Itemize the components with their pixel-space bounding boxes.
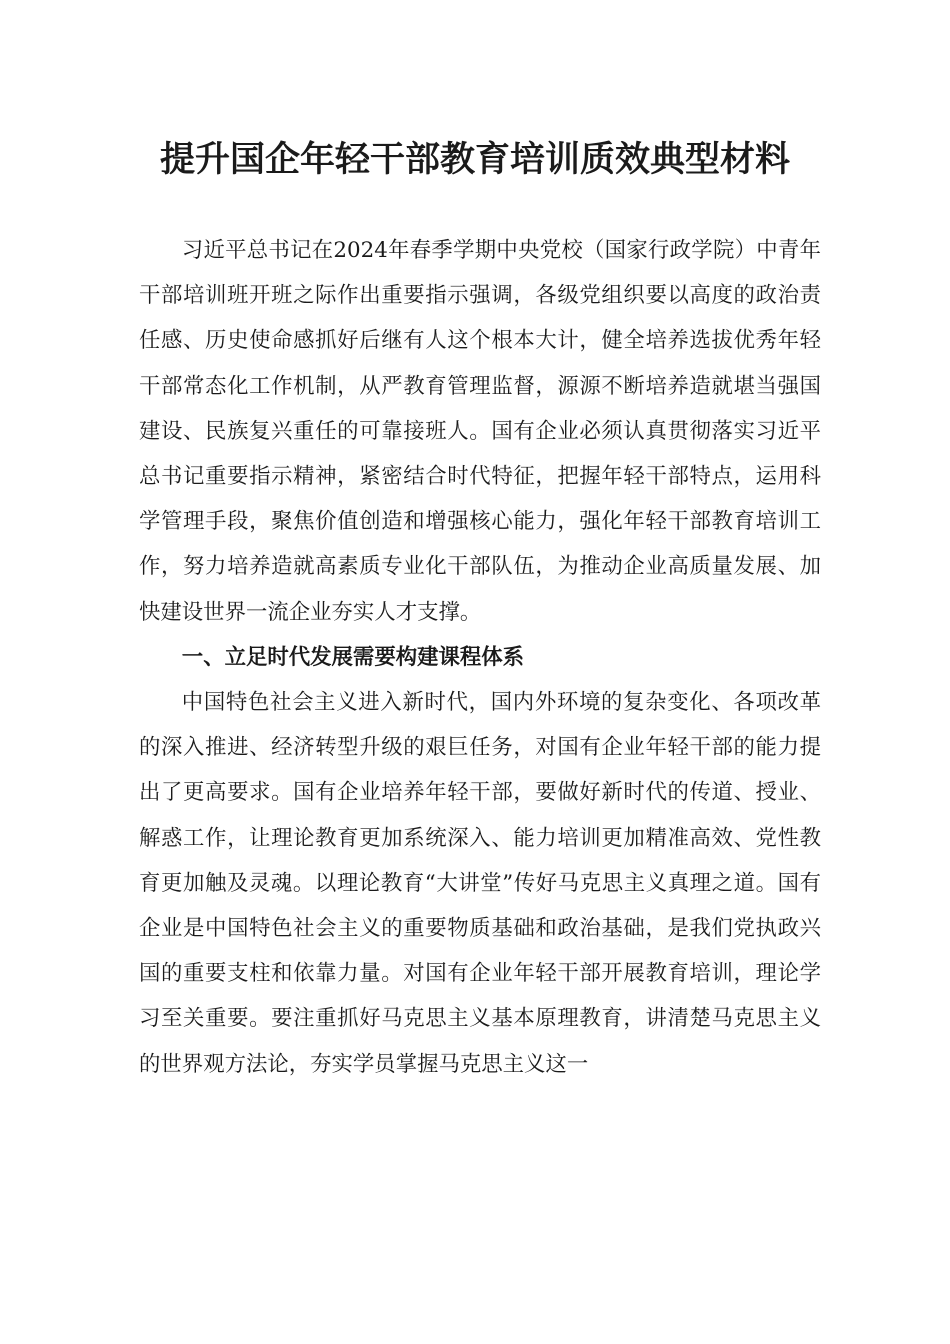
section-heading-1: 一、立足时代发展需要构建课程体系 [181,644,525,670]
document-title: 提升国企年轻干部教育培训质效典型材料 [159,139,790,180]
section-1-paragraph: 中国特色社会主义进入新时代，国内外环境的复杂变化、各项改革的深入推进、经济转型升级的艰巨任务，对国有企业年轻干部的能力提出了更高要求。国有企业培养年轻干部，要做好新时代的传道、授业、解惑工作，让理论教育更加系统深入、能力培训更加精准高效、党性教育更加触及灵魂。以理论教育“大讲堂”传好马克思主义真理之道。国有企业是中国特色社会主义的重要物质基础和政治基础，是我们党执政兴国的重要支柱和依靠力量。对国有企业年轻干部开展教育培训，理论学习至关重要。要注重抓好马克思主义基本原理教育，讲清楚马克思主义的世界观方法论，夯实学员掌握马克思主义这一 [139,690,821,1077]
intro-paragraph: 习近平总书记在2024年春季学期中央党校（国家行政学院）中青年干部培训班开班之际作出重要指示强调，各级党组织要以高度的政治责任感、历史使命感抓好后继有人这个根本大计，健全培养选拔优秀年轻干部常态化工作机制，从严教育管理监督，源源不断培养造就堪当强国建设、民族复兴重任的可靠接班人。国有企业必须认真贯彻落实习近平总书记重要指示精神，紧密结合时代特征，把握年轻干部特点，运用科学管理手段，聚焦价值创造和增强核心能力，强化年轻干部教育培训工作，努力培养造就高素质专业化干部队伍，为推动企业高质量发展、加快建设世界一流企业夯实人才支撑。 [139,238,821,625]
document-body [139,228,821,1087]
